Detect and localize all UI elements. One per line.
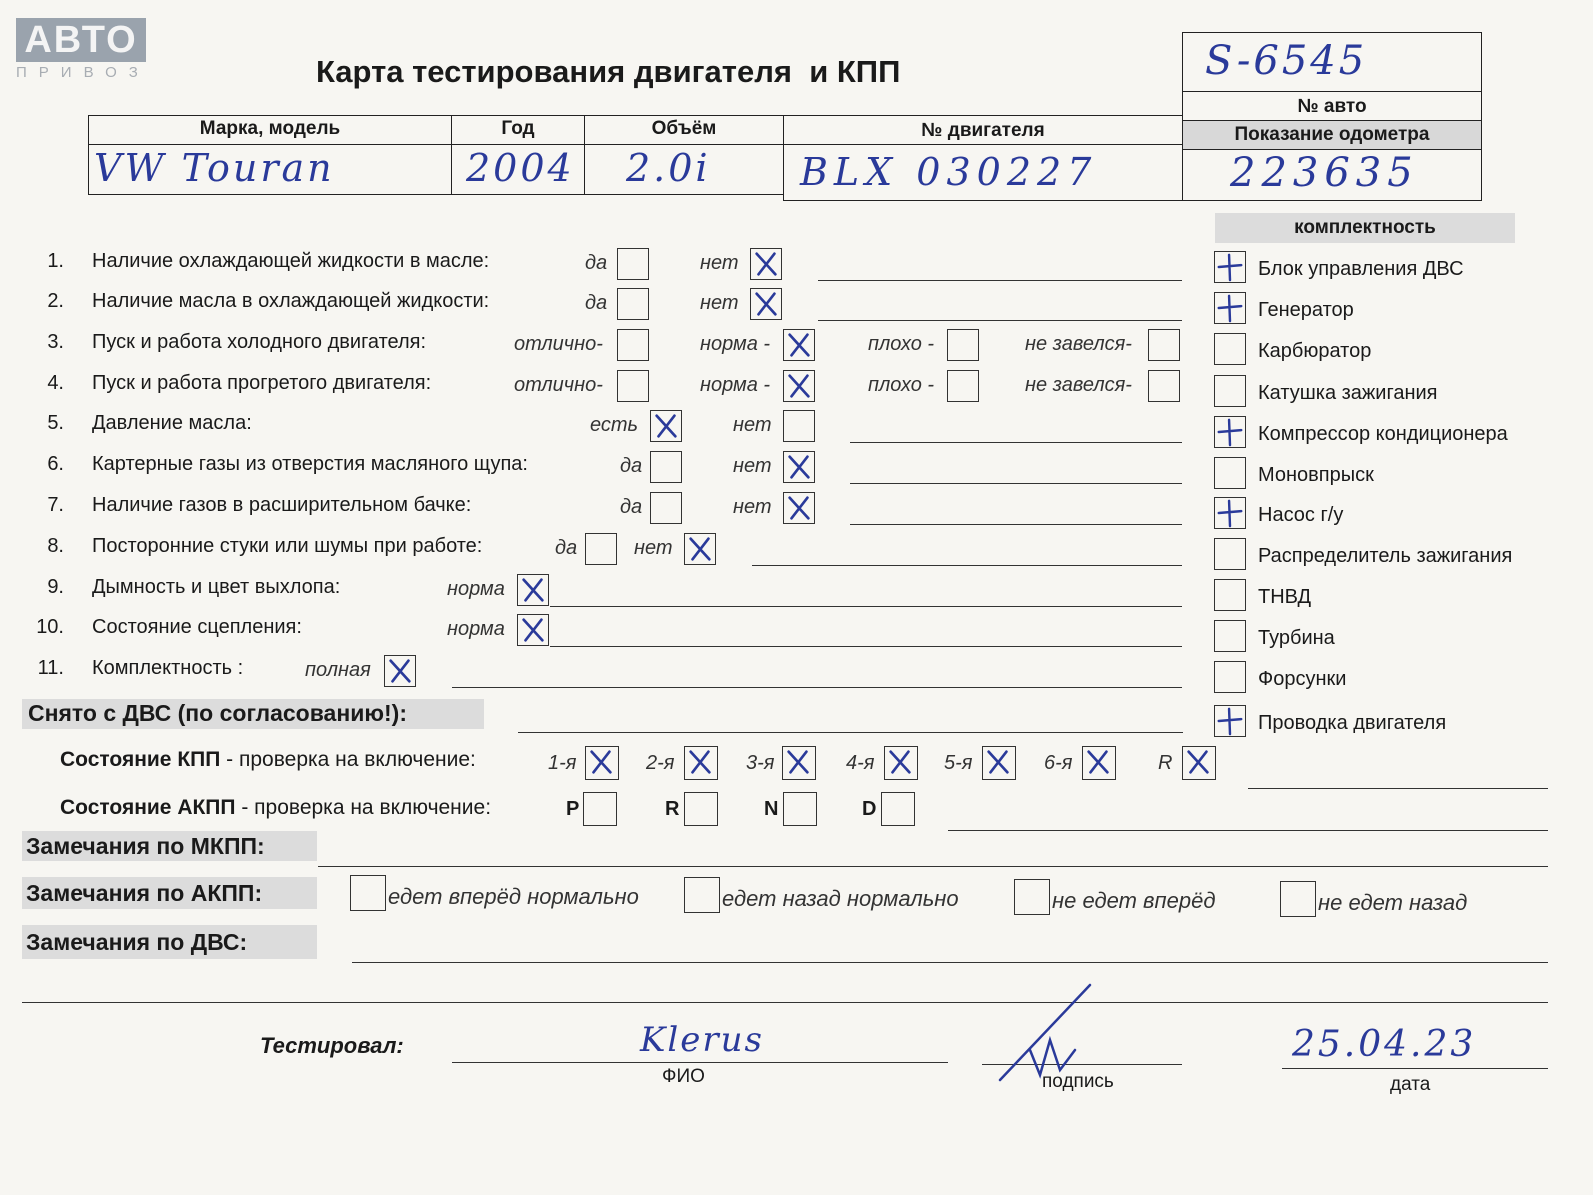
odometer-label: Показание одометра [1234, 124, 1430, 145]
komplekt-item-label: Катушка зажигания [1258, 382, 1438, 404]
gear-checkbox[interactable] [884, 746, 918, 780]
gear-label: D [862, 798, 877, 820]
option-checkbox[interactable] [1148, 329, 1180, 361]
option-checkbox[interactable] [783, 451, 815, 483]
gear-checkbox[interactable] [684, 792, 718, 826]
question-number: 4. [47, 372, 64, 394]
gear-checkbox[interactable] [583, 792, 617, 826]
kpp-label-bold: Состояние КПП [60, 748, 221, 771]
remark-checkbox[interactable] [684, 877, 720, 913]
dvs-line-2 [22, 1002, 1548, 1003]
option-label: норма [447, 618, 505, 640]
answer-line [850, 442, 1182, 443]
option-label: нет [733, 414, 772, 436]
komplekt-item-label: Карбюратор [1258, 340, 1372, 362]
gear-checkbox[interactable] [881, 792, 915, 826]
dvs-label: Замечания по ДВС: [26, 929, 248, 955]
question-text: Давление масла: [92, 412, 252, 434]
question-number: 7. [47, 494, 64, 516]
remark-option-label: едет назад нормально [722, 886, 959, 911]
gear-checkbox[interactable] [782, 746, 816, 780]
question-number: 5. [47, 412, 64, 434]
removed-label: Снято с ДВС (по согласованию!): [28, 700, 407, 726]
question-number: 1. [47, 250, 64, 272]
akpp-label-rest: - проверка на включение: [235, 796, 492, 819]
option-label: да [585, 252, 608, 274]
option-checkbox[interactable] [783, 492, 815, 524]
gear-label: 2-я [646, 752, 675, 774]
option-checkbox[interactable] [617, 248, 649, 280]
gear-label: 3-я [746, 752, 775, 774]
komplekt-checkbox[interactable] [1214, 375, 1246, 407]
komplekt-item-label: Форсунки [1258, 668, 1347, 690]
option-label: плохо - [868, 374, 935, 396]
fio-value: Klerus [640, 1020, 764, 1060]
date-line [1282, 1068, 1548, 1069]
answer-line [452, 687, 1182, 688]
remark-option-label: не едет вперёд [1052, 888, 1216, 913]
car-no-label: № авто [1297, 96, 1367, 117]
question-number: 3. [47, 331, 64, 353]
akpp-remarks-label: Замечания по АКПП: [26, 880, 263, 906]
remark-option-label: не едет назад [1318, 890, 1468, 915]
option-checkbox[interactable] [947, 370, 979, 402]
option-label: норма [447, 578, 505, 600]
fio-label: ФИО [662, 1066, 705, 1087]
gear-checkbox[interactable] [1082, 746, 1116, 780]
gear-label: 5-я [944, 752, 973, 774]
question-text: Состояние сцепления: [92, 616, 302, 638]
car-no-value: S-6545 [1205, 38, 1368, 84]
question-text: Посторонние стуки или шумы при работе: [92, 535, 483, 557]
option-label: нет [634, 537, 673, 559]
option-checkbox[interactable] [783, 410, 815, 442]
akpp-label-bold: Состояние АКПП [60, 796, 236, 819]
col-year-label: Год [501, 118, 535, 139]
option-label: есть [590, 414, 639, 436]
kpp-label-rest: - проверка на включение: [220, 748, 476, 771]
question-text: Наличие охлаждающей жидкости в масле: [92, 250, 490, 272]
komplekt-title: комплектность [1294, 217, 1436, 238]
option-checkbox[interactable] [617, 370, 649, 402]
question-number: 10. [36, 616, 64, 638]
komplekt-item-label: Блок управления ДВС [1258, 258, 1464, 280]
fio-line [452, 1062, 948, 1063]
komplekt-checkbox[interactable] [1214, 292, 1246, 324]
answer-line [550, 606, 1182, 607]
answer-line [550, 646, 1182, 647]
sign-label: подпись [1042, 1071, 1114, 1092]
question-text: Пуск и работа холодного двигателя: [92, 331, 427, 353]
option-label: отлично- [514, 374, 603, 396]
option-label: норма - [700, 374, 771, 396]
gear-checkbox[interactable] [684, 746, 718, 780]
komplekt-item-label: Моновпрыск [1258, 464, 1374, 486]
col-engine-label: № двигателя [921, 120, 1045, 141]
option-checkbox[interactable] [1148, 370, 1180, 402]
odometer-value: 223635 [1230, 150, 1419, 196]
question-number: 2. [47, 290, 64, 312]
akpp-line [948, 830, 1548, 831]
col-volume-value: 2.0i [626, 146, 711, 190]
logo [16, 18, 150, 84]
gear-label: N [764, 798, 779, 820]
option-label: отлично- [514, 333, 603, 355]
komplekt-checkbox[interactable] [1214, 538, 1246, 570]
komplekt-item-label: Генератор [1258, 299, 1354, 321]
option-checkbox[interactable] [617, 329, 649, 361]
komplekt-checkbox[interactable] [1214, 661, 1246, 693]
remark-option-label: едет вперёд нормально [388, 884, 639, 909]
mkpp-label: Замечания по МКПП: [26, 833, 265, 859]
logo-brand: АВТО [16, 18, 146, 62]
komplekt-item-label: Проводка двигателя [1258, 712, 1447, 734]
answer-line [752, 565, 1182, 566]
question-number: 11. [37, 657, 64, 679]
option-label: плохо - [868, 333, 935, 355]
question-number: 8. [47, 535, 64, 557]
dvs-line-1 [352, 962, 1548, 963]
option-label: не завелся- [1025, 333, 1132, 355]
option-checkbox[interactable] [517, 614, 549, 646]
option-checkbox[interactable] [684, 533, 716, 565]
option-checkbox[interactable] [650, 492, 682, 524]
option-checkbox[interactable] [750, 248, 782, 280]
option-label: норма - [700, 333, 771, 355]
akpp-label [60, 796, 491, 820]
gear-label: 4-я [846, 752, 875, 774]
answer-line [818, 280, 1182, 281]
gear-label: P [566, 798, 580, 820]
date-value: 25.04.23 [1292, 1024, 1477, 1065]
option-checkbox[interactable] [617, 288, 649, 320]
option-label: нет [700, 252, 739, 274]
gear-checkbox[interactable] [783, 792, 817, 826]
gear-label: R [1158, 752, 1173, 774]
komplekt-checkbox[interactable] [1214, 251, 1246, 283]
gear-label: R [665, 798, 680, 820]
gear-checkbox[interactable] [982, 746, 1016, 780]
option-label: нет [733, 496, 772, 518]
question-number: 6. [47, 453, 64, 475]
answer-line [850, 524, 1182, 525]
col-year-value: 2004 [466, 146, 575, 190]
komplekt-item-label: ТНВД [1258, 586, 1312, 608]
option-checkbox[interactable] [750, 288, 782, 320]
mkpp-line [318, 866, 1548, 867]
komplekt-item-label: Насос г/у [1258, 504, 1344, 526]
kpp-label [60, 748, 476, 772]
option-checkbox[interactable] [783, 370, 815, 402]
option-checkbox[interactable] [517, 574, 549, 606]
option-checkbox[interactable] [650, 451, 682, 483]
tested-label: Тестировал: [260, 1033, 404, 1058]
option-checkbox[interactable] [384, 655, 416, 687]
question-text: Дымность и цвет выхлопа: [92, 576, 341, 598]
gear-checkbox[interactable] [585, 746, 619, 780]
option-checkbox[interactable] [947, 329, 979, 361]
question-number: 9. [47, 576, 64, 598]
question-text: Комплектность : [92, 657, 244, 679]
answer-line [818, 320, 1182, 321]
option-label: нет [733, 455, 772, 477]
komplekt-checkbox[interactable] [1214, 620, 1246, 652]
komplekt-item-label: Турбина [1258, 627, 1335, 649]
remark-checkbox[interactable] [1280, 881, 1316, 917]
option-label: не завелся- [1025, 374, 1132, 396]
col-brand-label: Марка, модель [199, 118, 341, 139]
gear-checkbox[interactable] [1182, 746, 1216, 780]
question-text: Наличие масла в охлаждающей жидкости: [92, 290, 490, 312]
remark-checkbox[interactable] [1014, 879, 1050, 915]
option-checkbox[interactable] [650, 410, 682, 442]
logo-sub: ПРИВОЗ [16, 64, 150, 81]
question-text: Наличие газов в расширительном бачке: [92, 494, 472, 516]
komplekt-checkbox[interactable] [1214, 416, 1246, 448]
komplekt-checkbox[interactable] [1214, 705, 1246, 737]
question-text: Картерные газы из отверстия масляного щупа: [92, 453, 528, 475]
option-label: да [585, 292, 608, 314]
date-label: дата [1390, 1074, 1431, 1095]
kpp-line [1248, 788, 1548, 789]
option-checkbox[interactable] [783, 329, 815, 361]
option-checkbox[interactable] [585, 533, 617, 565]
gear-label: 6-я [1044, 752, 1073, 774]
option-label: нет [700, 292, 739, 314]
option-label: да [555, 537, 578, 559]
option-label: полная [305, 659, 371, 681]
gear-label: 1-я [548, 752, 577, 774]
page-title: Карта тестирования двигателя и КПП [316, 54, 901, 89]
col-volume-label: Объём [651, 118, 717, 139]
komplekt-checkbox[interactable] [1214, 333, 1246, 365]
answer-line [850, 483, 1182, 484]
komplekt-item-label: Компрессор кондиционера [1258, 423, 1508, 445]
col-engine-value: BLX 030227 [800, 150, 1098, 194]
col-brand-value: VW Touran [94, 146, 335, 190]
option-label: да [620, 455, 643, 477]
question-text: Пуск и работа прогретого двигателя: [92, 372, 432, 394]
komplekt-checkbox[interactable] [1214, 579, 1246, 611]
removed-line [518, 732, 1183, 733]
option-label: да [620, 496, 643, 518]
komplekt-item-label: Распределитель зажигания [1258, 545, 1513, 567]
komplekt-checkbox[interactable] [1214, 457, 1246, 489]
remark-checkbox[interactable] [350, 875, 386, 911]
komplekt-checkbox[interactable] [1214, 497, 1246, 529]
